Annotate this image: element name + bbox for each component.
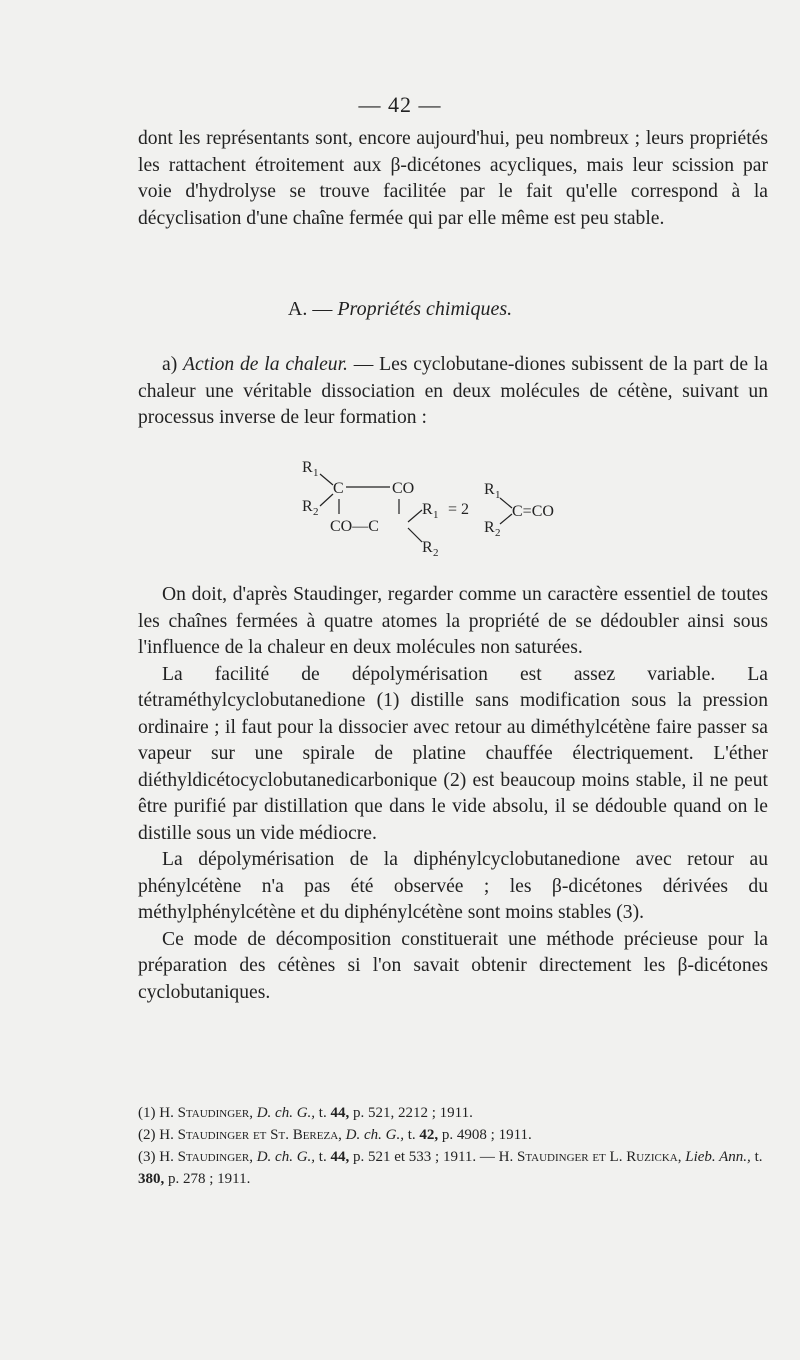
formula-co-top: CO <box>392 480 415 497</box>
intro-paragraph: dont les représentants sont, encore aujourd'hui, peu nombreux ; leurs propriétés les rattachent étroitement aux β-dicétones acycliques, mais leur scission par voie d'hydrolyse se trouve facilitée par le fait qu'elle correspond à la décyclisation d'une chaîne fermée qui par elle même est peu stable. <box>138 128 768 229</box>
formula-product-r1: R <box>484 481 495 498</box>
footnote-author: H. Staudinger, <box>159 1105 253 1121</box>
formula-r2-left: R <box>302 498 313 515</box>
formula-r2-bottom: R <box>422 539 433 556</box>
footnote-volume: 42, <box>419 1127 439 1143</box>
formula-product: C=CO <box>512 503 554 520</box>
section-title: Propriétés chimiques. <box>337 298 513 320</box>
footnote-volume: 44, <box>330 1105 350 1121</box>
footnote-volume: 44, <box>330 1149 350 1165</box>
footnote-number: (3) <box>138 1149 156 1165</box>
footnote-volume-prefix: t. <box>318 1105 327 1121</box>
footnotes <box>138 1102 768 1190</box>
formula-product-r1-sub: 1 <box>495 489 501 501</box>
footnote-author-2: H. Staudinger et L. Ruzicka, <box>498 1149 682 1165</box>
subsection-text: — Les cyclobutane-diones subissent de la part de la chaleur une véritable dissociation en deux molécules de cétène, suivant un processus inverse de leur formation : <box>138 354 769 428</box>
formula-r2-left-sub: 2 <box>313 506 319 518</box>
footnote-volume-prefix: t. <box>407 1127 416 1143</box>
footnote-journal: D. ch. G., <box>345 1127 404 1143</box>
section-heading <box>0 298 800 321</box>
formula-r2-bottom-sub: 2 <box>433 547 439 559</box>
footnote-2 <box>138 1124 768 1146</box>
intro-paragraph-block <box>138 126 768 232</box>
footnote-3 <box>138 1146 768 1190</box>
footnote-journal-2: Lieb. Ann., <box>685 1149 751 1165</box>
formula-equals: = 2 <box>448 501 470 518</box>
footnote-rest: p. 4908 ; 1911. <box>441 1127 532 1143</box>
footnote-rest: p. 521, 2212 ; 1911. <box>352 1105 473 1121</box>
footnote-rest-2: p. 278 ; 1911. <box>168 1171 251 1187</box>
footnote-1 <box>138 1102 768 1124</box>
formula-r1-top-sub: 1 <box>313 467 319 479</box>
formula-product-r2: R <box>484 519 495 536</box>
footnote-journal: D. ch. G., <box>256 1149 316 1165</box>
subsection-block <box>138 352 768 432</box>
formula-drawing <box>290 452 600 562</box>
subsection-marker: a) <box>162 354 178 375</box>
page-number: — 42 — <box>358 92 442 117</box>
footnote-number: (2) <box>138 1127 156 1143</box>
formula-co-bottom: CO—C <box>330 518 379 535</box>
formula-product-r2-sub: 2 <box>495 527 501 539</box>
footnote-volume-prefix: t. <box>318 1149 327 1165</box>
footnote-author: H. Staudinger et St. Bereza, <box>159 1127 342 1143</box>
subsection-title: Action de la chaleur. <box>183 354 348 375</box>
formula-r1-top: R <box>302 459 313 476</box>
footnote-volume-2: 380, <box>138 1171 165 1187</box>
formula-r1-right-sub: 1 <box>433 509 439 521</box>
footnote-journal: D. ch. G., <box>256 1105 316 1121</box>
formula-c-left: C <box>333 480 344 497</box>
subsection-paragraph <box>138 352 768 432</box>
footnote-rest: p. 521 et 533 ; 1911. — <box>352 1149 495 1165</box>
footnote-volume-prefix-2: t. <box>754 1149 763 1165</box>
body-paragraphs <box>138 582 768 1006</box>
footnote-number: (1) <box>138 1105 156 1121</box>
body-paragraph: Ce mode de décomposition constituerait une méthode précieuse pour la préparation des cétènes si l'on savait obtenir directement les β-dicétones cyclobutaniques. <box>138 928 768 1003</box>
body-paragraph: On doit, d'après Staudinger, regarder comme un caractère essentiel de toutes les chaînes fermées à quatre atomes la propriété de se dédoubler ainsi sous l'influence de la chaleur en deux molécules non saturées. <box>138 584 768 658</box>
chemical-formula <box>290 452 600 562</box>
formula-r1-right: R <box>422 501 433 518</box>
body-paragraph: La facilité de dépolymérisation est assez variable. La tétraméthylcyclobutanedione (1) distille sans modification sous la pression ordinaire ; il faut pour la dissocier avec retour au diméthylcétène faire passer sa vapeur sur une spirale de platine chauffée électriquement. L'éther diéthyldicétocyclobutanedicarbonique (2) est beaucoup moins stable, il ne peut être purifié par distillation que dans le vide absolu, il se dédouble quand on le distille sous un vide médiocre. <box>138 663 768 844</box>
section-prefix: A. — <box>287 298 333 320</box>
footnote-author: H. Staudinger, <box>159 1149 253 1165</box>
body-paragraph: La dépolymérisation de la diphénylcyclobutanedione avec retour au phénylcétène n'a pas été observée ; les β-dicétones dérivées du méthylphénylcétène et du diphénylcétène sont moins stables (3). <box>138 849 768 923</box>
